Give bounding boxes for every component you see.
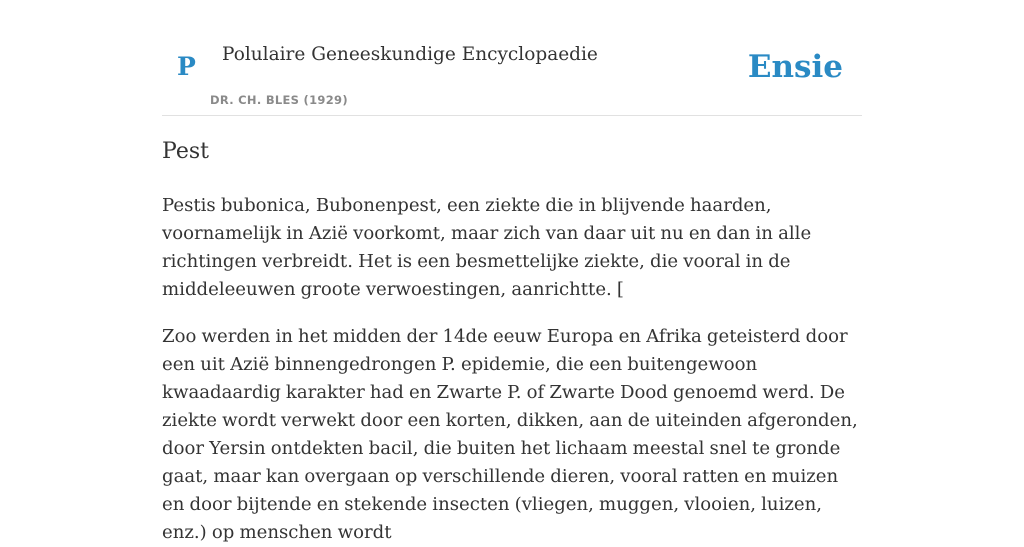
- book-header: [162, 0, 862, 116]
- entry-title: Pest: [162, 139, 209, 164]
- book-author: DR. CH. BLES (1929): [210, 93, 348, 107]
- entry-paragraph: Zoo werden in het midden der 14de eeuw Europa en Afrika geteisterd door een uit Azië binnengedrongen P. epidemie, die een buitengewoon kwaadaardig karakter had en Zwarte P. of Zwarte Dood genoemd werd. De ziekte wordt verwekt door een korten, dikken, aan de uiteinden afgeronden, door Yersin ontdekten bacil, die buiten het lichaam meestal snel te gronde gaat, maar kan overgaan op verschillende dieren, vooral ratten en muizen en door bijtende en stekende insecten (vliegen, muggen, vlooien, luizen, enz.) op menschen wordt: [162, 326, 858, 543]
- entry-card: [162, 0, 862, 543]
- ensie-logo[interactable]: Ensie: [747, 49, 843, 85]
- book-title-link[interactable]: Polulaire Geneeskundige Encyclopaedie: [222, 44, 598, 65]
- entry-paragraph: Pestis bubonica, Bubonenpest, een ziekte die in blijvende haarden, voornamelijk in Azië voorkomt, maar zich van daar uit nu en dan in alle richtingen verbreidt. Het is een besmettelijke ziekte, die vooral in de middeleeuwen groote verwoestingen, aanrichtte. [: [162, 195, 812, 300]
- book-logo-letter[interactable]: P: [177, 52, 196, 81]
